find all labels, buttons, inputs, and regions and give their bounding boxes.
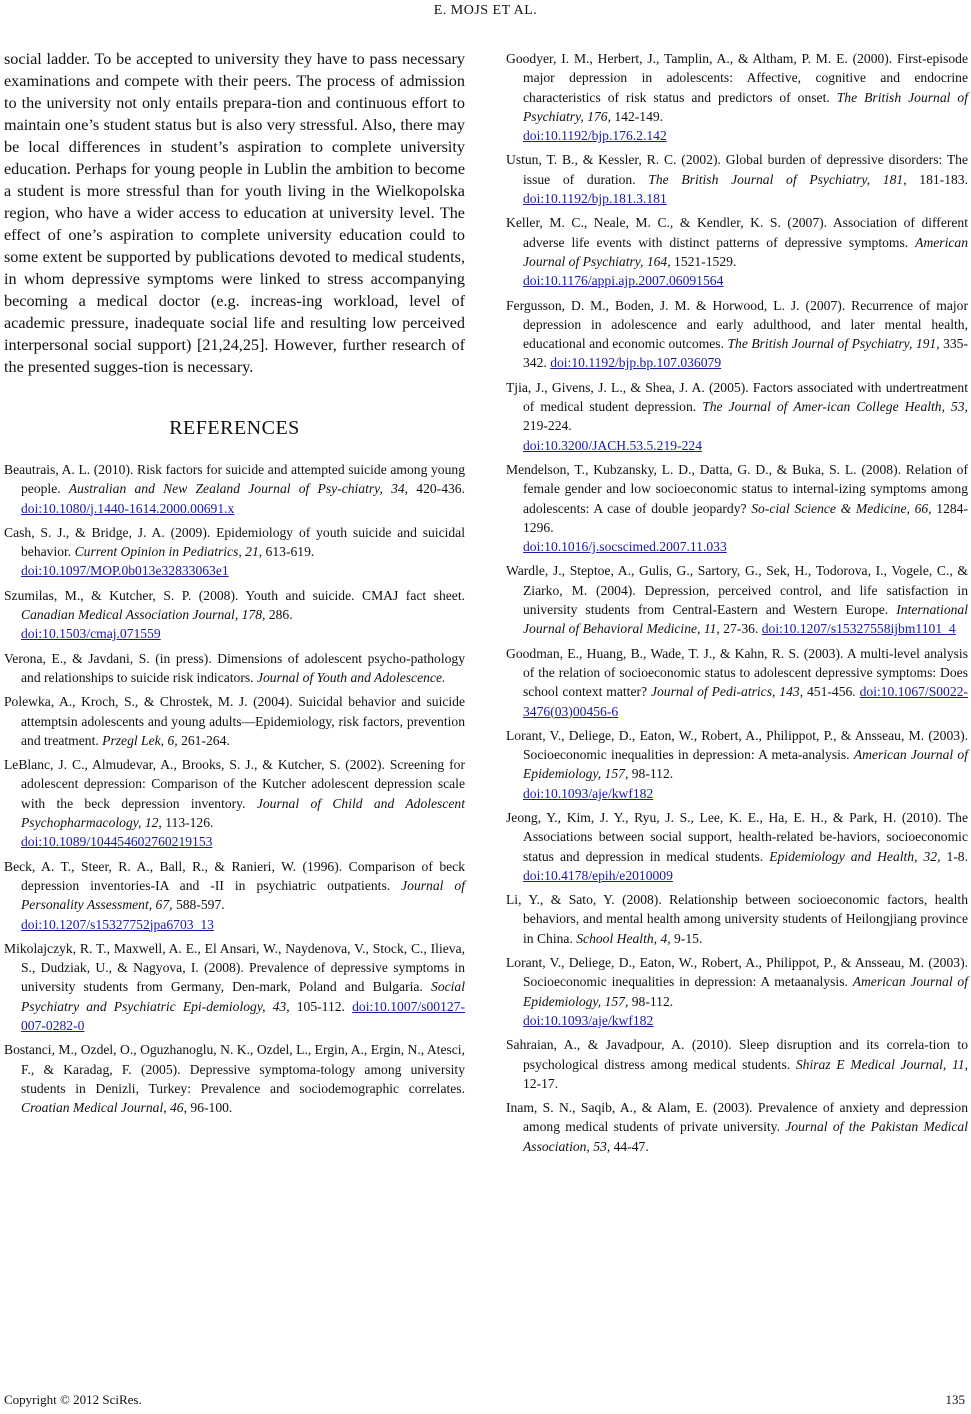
reference-pages: 9-15.: [670, 930, 703, 946]
reference-doi-link[interactable]: doi:10.1093/aje/kwf182: [523, 785, 654, 801]
reference-authors-title: Mikolajczyk, R. T., Maxwell, A. E., El Ansari, W., Naydenova, V., Stock, C., Ilieva, S., Dudziak, U., & Nagyova, I. (2008). Prevalence of depressive symptoms in university students from Germany, Den-mark, Poland and Bulgaria.: [4, 940, 465, 995]
reference-doi-link[interactable]: doi:10.1503/cmaj.071559: [21, 626, 161, 642]
reference-pages: 335-342.: [523, 336, 968, 371]
reference-pages: 1521-1529.: [670, 253, 737, 269]
reference-pages: 113-126.: [161, 815, 214, 831]
reference-pages: 420-436.: [408, 481, 466, 497]
reference-doi-link[interactable]: doi:10.4178/epih/e2010009: [523, 867, 673, 883]
reference-pages: 219-224.: [523, 418, 572, 434]
running-head: E. MOJS ET AL.: [433, 3, 538, 18]
reference-authors-title: Polewka, A., Kroch, S., & Chrostek, M. J. (2004). Suicidal behavior and suicide attemptsin adolescents and young adults—Epidemiology, risk factors, prevention and treatment.: [4, 694, 465, 748]
reference-authors-title: Wardle, J., Steptoe, A., Gulis, G., Sartory, G., Sek, H., Todorova, I., Vogele, C., & Ziarko, M. (2004). Depression, perceived control, and life satisfaction in university students from Central-Eastern and Western Europe.: [506, 563, 968, 618]
reference-source: Current Opinion in Pediatrics, 21,: [74, 544, 263, 560]
reference-pages: 27-36.: [719, 621, 762, 637]
reference-pages: 105-112.: [289, 998, 353, 1014]
footer-page-number: 135: [945, 1392, 965, 1407]
reference-pages: 286.: [265, 607, 293, 623]
reference-doi-link[interactable]: doi:10.1176/appi.ajp.2007.06091564: [523, 273, 724, 289]
references-heading: REFERENCES: [169, 417, 300, 439]
reference-entry: [4, 586, 465, 644]
reference-source: Journal of Child and Adolescent Psychopharmacology, 12,: [21, 795, 465, 831]
reference-pages: 451-456.: [803, 684, 860, 700]
reference-source: Journal of Youth and Adolescence.: [256, 669, 446, 685]
reference-source: American Journal of Epidemiology, 157,: [523, 974, 968, 1009]
reference-pages: 98-112.: [628, 766, 674, 782]
reference-entry: [506, 808, 968, 885]
reference-entry: [4, 857, 465, 934]
reference-authors-title: Verona, E., & Javdani, S. (in press). Dimensions of adolescent psycho-pathology and relationships to suicide risk indicators.: [4, 650, 465, 685]
reference-entry: [506, 460, 968, 556]
reference-authors-title: Szumilas, M., & Kutcher, S. P. (2008). Youth and suicide. CMAJ fact sheet.: [4, 587, 465, 603]
reference-source: Social Psychiatry and Psychiatric Epi-demiology, 43,: [21, 979, 465, 1014]
reference-entry: [506, 1035, 968, 1093]
reference-source: Journal of the Pakistan Medical Association, 53,: [523, 1119, 968, 1154]
reference-entry: [506, 726, 968, 803]
reference-doi-link[interactable]: doi:10.1080/j.1440-1614.2000.00691.x: [21, 500, 235, 516]
reference-authors-title: Keller, M. C., Neale, M. C., & Kendler, K. S. (2007). Association of different adverse life events with distinct patterns of depressive symptoms.: [506, 215, 968, 250]
reference-doi-link[interactable]: doi:10.1207/s15327558ijbm1101_4: [761, 621, 956, 637]
reference-entry: [506, 561, 968, 638]
reference-pages: 613-619.: [262, 544, 315, 560]
reference-authors-title: Fergusson, D. M., Boden, J. M. & Horwood, L. J. (2007). Recurrence of major depression in adolescence and early adulthood, and later mental health, educational and economic outcomes.: [506, 297, 968, 352]
reference-entry: [506, 150, 968, 208]
reference-source: International Journal of Behavioral Medicine, 11,: [523, 602, 968, 637]
reference-pages: 96-100.: [187, 1100, 233, 1116]
reference-entry: [4, 755, 465, 851]
reference-source: Croatian Medical Journal, 46,: [21, 1100, 188, 1116]
reference-source: The British Journal of Psychiatry, 191,: [727, 336, 940, 352]
reference-doi-link[interactable]: doi:10.1007/s00127-007-0282-0: [21, 998, 465, 1034]
reference-entry: [506, 49, 968, 145]
reference-entry: [4, 1040, 465, 1117]
body-paragraph: social ladder. To be accepted to university they have to pass necessary examinations and compete with their peers. The process of admission to the university not only entails prepara-tion and continuous effort to maintain one’s student status but is also very stressful. Also, there may be local differences in student’s aspiration to complete university education. Perhaps for young people in Lublin the ambition to become a student is more stressful than for youth living in the Wielkopolska region, who have a wider access to education at university level. The effect of one’s aspiration to complete university education could to some extent be supported by publications devoted to medical students, in whom depressive symptoms were linked to stress accompanying becoming a medical doctor (e.g. increas-ing workload, level of academic pressure, inadequate social life and resulting low perceived interpersonal social support) [21,24,25]. However, further research of the presented sugges-tion is necessary.: [4, 50, 465, 376]
reference-authors-title: Goodyer, I. M., Herbert, J., Tamplin, A., & Altham, P. M. E. (2000). First-episode major depression in adolescents: Affective, cognitive and endocrine characteristics of risk status and predictors of onset.: [506, 51, 968, 105]
reference-doi-link[interactable]: doi:10.3200/JACH.53.5.219-224: [523, 437, 702, 453]
reference-source: American Journal of Psychiatry, 164,: [523, 234, 968, 269]
reference-doi-link[interactable]: doi:10.1192/bjp.bp.107.036079: [550, 355, 722, 371]
reference-pages: 44-47.: [610, 1138, 649, 1154]
reference-authors-title: Li, Y., & Sato, Y. (2008). Relationship between socioeconomic factors, health behaviors, and mental health among university students of Heilongjiang province in China.: [506, 892, 968, 946]
reference-source: Journal of Personality Assessment, 67,: [21, 877, 466, 913]
reference-entry: [4, 939, 465, 1035]
reference-entry: [4, 460, 465, 518]
reference-entry: [4, 692, 465, 750]
references-list-right: [506, 49, 968, 1156]
reference-doi-link[interactable]: doi:10.1207/s15327752jpa6703_13: [21, 916, 214, 932]
reference-source: So-cial Science & Medicine, 66,: [751, 500, 932, 516]
reference-authors-title: Sahraian, A., & Javadpour, A. (2010). Sleep disruption and its correla-tion to psychological distress among medical students.: [506, 1037, 968, 1072]
reference-entry: [506, 296, 968, 373]
reference-source: Canadian Medical Association Journal, 178,: [21, 607, 266, 623]
reference-authors-title: Inam, S. N., Saqib, A., & Alam, E. (2003). Prevalence of anxiety and depression among medical students of private university.: [506, 1100, 968, 1135]
reference-source: Shiraz E Medical Journal, 11,: [795, 1056, 968, 1072]
reference-source: Epidemiology and Health, 32,: [769, 848, 941, 864]
left-column: [4, 48, 465, 1123]
reference-entry: [506, 378, 968, 455]
reference-authors-title: Lorant, V., Deliege, D., Eaton, W., Robert, A., Philippot, P., & Ansseau, M. (2003). Socioeconomic inequalities in depression: A meta-analysis.: [506, 727, 968, 763]
reference-pages: 1-8.: [940, 848, 968, 864]
reference-authors-title: Mendelson, T., Kubzansky, L. D., Datta, G. D., & Buka, S. L. (2008). Relation of female gender and low socioeconomic status to internal-izing symptoms among adolescents: A case of double jeopardy?: [506, 461, 968, 516]
reference-entry: [4, 649, 465, 688]
reference-doi-link[interactable]: doi:10.1093/aje/kwf182: [523, 1012, 654, 1028]
reference-authors-title: Ustun, T. B., & Kessler, R. C. (2002). Global burden of depressive disorders: The issue of duration.: [506, 152, 968, 187]
references-list-left: [4, 460, 465, 1118]
reference-pages: 142-149.: [610, 108, 664, 124]
reference-entry: [4, 523, 465, 581]
reference-authors-title: Goodman, E., Huang, B., Wade, T. J., & Kahn, R. S. (2003). A multi-level analysis of the relation of socioeconomic status to adolescent depressive symptoms: Does school context matter?: [506, 645, 968, 700]
reference-pages: 261-264.: [177, 732, 230, 748]
reference-authors-title: Tjia, J., Givens, J. L., & Shea, J. A. (2005). Factors associated with undertreatment of medical student depression.: [506, 379, 968, 415]
reference-entry: [506, 953, 968, 1030]
reference-entry: [506, 1098, 968, 1156]
reference-source: Przegl Lek, 6,: [102, 732, 178, 748]
reference-authors-title: LeBlanc, J. C., Almudevar, A., Brooks, S. J., & Kutcher, S. (2002). Screening for adolescent depression: Comparison of the Kutcher adolescent depression scale with the beck depression inventory.: [4, 757, 465, 811]
reference-source: The British Journal of Psychiatry, 181,: [648, 171, 907, 187]
reference-source: The Journal of Amer-ican College Health, 53,: [702, 399, 969, 415]
reference-doi-link[interactable]: doi:10.1192/bjp.181.3.181: [523, 191, 667, 207]
reference-pages: 588-597.: [172, 897, 225, 913]
reference-source: School Health, 4,: [576, 930, 671, 946]
reference-doi-link[interactable]: doi:10.1097/MOP.0b013e32833063e1: [21, 563, 229, 579]
reference-doi-link[interactable]: doi:10.1016/j.socscimed.2007.11.033: [523, 539, 727, 555]
reference-authors-title: Lorant, V., Deliege, D., Eaton, W., Robert, A., Philippot, P., & Ansseau, M. (2003). Socioeconomic inequalities in depression: A metaanalysis.: [506, 955, 968, 990]
reference-source: Australian and New Zealand Journal of Psy-chiatry, 34,: [68, 481, 409, 497]
reference-doi-link[interactable]: doi:10.1192/bjp.176.2.142: [523, 128, 667, 144]
footer-copyright: Copyright © 2012 SciRes.: [4, 1392, 142, 1407]
reference-pages: 1284-1296.: [523, 500, 969, 535]
reference-pages: 12-17.: [523, 1075, 559, 1091]
right-column: [506, 49, 968, 1161]
reference-authors-title: Bostanci, M., Ozdel, O., Oguzhanoglu, N. K., Ozdel, L., Ergin, A., Ergin, N., Atesci, F., & Karadag, F. (2005). Depressive symptoma-tology among university students in Denizli, Turkey: Prevalence and sociodemographic correlates.: [4, 1042, 465, 1096]
reference-source: American Journal of Epidemiology, 157,: [523, 747, 968, 782]
reference-entry: [506, 644, 968, 721]
reference-authors-title: Beautrais, A. L. (2010). Risk factors for suicide and attempted suicide among young people.: [4, 462, 465, 497]
reference-authors-title: Beck, A. T., Steer, R. A., Ball, R., & Ranieri, W. (1996). Comparison of beck depression inventories-IA and -II in psychiatric outpatients.: [4, 858, 465, 893]
reference-pages: 98-112.: [628, 993, 674, 1009]
reference-pages: 181-183.: [906, 171, 968, 187]
reference-entry: [506, 890, 968, 948]
reference-authors-title: Cash, S. J., & Bridge, J. A. (2009). Epidemiology of youth suicide and suicidal behavior.: [4, 524, 465, 560]
reference-doi-link[interactable]: doi:10.1089/104454602760219153: [21, 834, 213, 850]
reference-source: Journal of Pedi-atrics, 143,: [650, 684, 804, 700]
reference-source: The British Journal of Psychiatry, 176,: [523, 89, 968, 124]
reference-doi-link[interactable]: doi:10.1067/S0022-3476(03)00456-6: [523, 684, 968, 719]
reference-entry: [506, 213, 968, 290]
reference-authors-title: Jeong, Y., Kim, J. Y., Ryu, J. S., Lee, K. E., Ha, E. H., & Park, H. (2010). The Associations between social support, health-related be-haviors, socioeconomic status and depression in medical students.: [506, 809, 968, 864]
